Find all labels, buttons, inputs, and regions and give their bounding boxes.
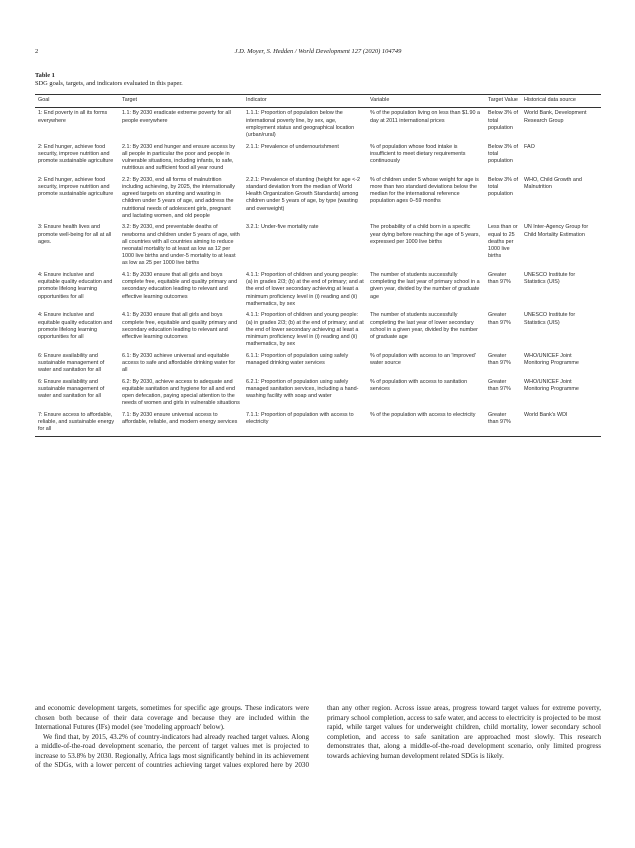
col-header-target: Target	[119, 95, 243, 108]
cell-target-value: Below 3% of total population	[488, 143, 518, 164]
body-text	[35, 704, 601, 771]
cell-source: WHO/UNICEF Joint Monitoring Programme	[524, 352, 579, 366]
cell-target: 1.1: By 2030 eradicate extreme poverty for all people everywhere	[122, 110, 231, 124]
cell-target-value: Greater than 97%	[485, 410, 521, 436]
cell-goal: 1: End poverty in all its forms everywhere	[38, 110, 108, 124]
cell-source: UNESCO Institute for Statistics (UIS)	[524, 271, 576, 286]
table-caption-block	[35, 72, 183, 88]
cell-goal: 2: End hunger, achieve food security, improve nutrition and promote sustainable agriculture	[38, 176, 114, 198]
table-row	[35, 108, 601, 142]
cell-source: WHO/UNICEF Joint Monitoring Programme	[524, 378, 579, 392]
cell-goal: 7: Ensure access to affordable, reliable, and sustainable energy for all	[35, 410, 119, 436]
cell-variable: % of population with access to sanitation services	[370, 378, 468, 392]
table-row	[35, 141, 601, 174]
cell-target: 6.2: By 2030, achieve access to adequate and equitable sanitation and hygiene for all and end open defecation, paying special attention to the needs of women and girls in vulnerable situations	[122, 378, 240, 407]
cell-target-value: Greater than 97%	[488, 271, 511, 286]
col-header-variable: Variable	[367, 95, 485, 108]
cell-goal: 2: End hunger, achieve food security, improve nutrition and promote sustainable agriculture	[38, 143, 114, 164]
table-row	[35, 351, 601, 377]
cell-source: UN Inter-Agency Group for Child Mortality Estimation	[524, 224, 589, 238]
cell-indicator: 7.1.1: Proportion of population with access to electricity	[243, 410, 367, 436]
cell-target-value: Less than or equal to 25 deaths per 1000 live births	[488, 224, 518, 260]
col-header-indicator: Indicator	[243, 95, 367, 108]
page-number: 2	[35, 48, 39, 55]
table-header-row	[35, 95, 601, 108]
cell-indicator: 3.2.1: Under-five mortality rate	[246, 224, 319, 231]
table-caption: SDG goals, targets, and indicators evaluated in this paper.	[35, 80, 183, 87]
cell-indicator: 4.1.1: Proportion of children and young people: (a) in grades 2/3; (b) at the end of primary; and at the end of lower secondary achieving at least a minimum proficiency level in (i) reading and (ii) mathematics, by sex	[246, 271, 364, 307]
cell-source: UNESCO Institute for Statistics (UIS)	[524, 312, 576, 326]
cell-indicator: 2.1.1: Prevalence of undernourishment	[246, 143, 339, 150]
cell-target: 6.1: By 2030 achieve universal and equitable access to safe and affordable drinking water for all	[122, 352, 236, 374]
cell-indicator: 6.2.1: Proportion of population using safely managed sanitation services, including a hand-washing facility with soap and water	[246, 378, 359, 400]
body-paragraph: We find that, by 2015, 43.2% of country-indicators had already reached target values. Along a middle-of-the-road development scenario, the percent of target values met is projected to increase to 53.8% by 2030. Regionally, Africa lags most significantly behind in its achievement of the SDGs, with a lower percent of countries achieving target values explored here by 2030 than any other region. Across issue areas, progress toward target values for extreme poverty, primary school completion, access to safe water, and access to electricity is projected to be most rapid, while target values for underweight children, child mortality, lower secondary school completion, and access to safe sanitation are approached most slowly. This research demonstrates that, along a middle-of-the-road development scenario, only limited progress towards achieving human development related SDGs is likely.	[35, 704, 601, 769]
cell-goal: 6: Ensure availability and sustainable management of water and sanitation for all	[38, 352, 105, 374]
cell-target: 7.1: By 2030 ensure universal access to affordable, reliable, and modern energy services	[119, 410, 243, 436]
cell-goal: 3: Ensure health lives and promote well-being for all at all ages.	[38, 224, 112, 245]
cell-target: 4.1: By 2030 ensure that all girls and boys complete free, equitable and quality primary and secondary education leading to relevant and effective learning outcomes	[122, 312, 238, 340]
cell-variable: % of children under 5 whose weight for age is more than two standard deviations below the median for the international reference population ages 0–59 months	[370, 176, 479, 205]
cell-target: 2.2: By 2030, end all forms of malnutrition including achieving, by 2025, the internationally agreed targets on stunting and wasting in children under 5 years of age, and address the nutritional needs of adolescent girls, pregnant and lactating women, and old people	[122, 176, 235, 219]
cell-variable: The number of students successfully completing the last year of primary school in a given year, divided by the number of graduate age	[370, 271, 480, 300]
table-label: Table 1	[35, 72, 55, 79]
cell-indicator: 1.1.1: Proportion of population below the international poverty line, by sex, age, employment status and geographical location (urban/rural)	[246, 110, 355, 138]
col-header-target-value: Target Value	[485, 95, 521, 108]
cell-goal: 6: Ensure availability and sustainable management of water and sanitation for all	[38, 378, 105, 400]
cell-indicator: 4.1.1: Proportion of children and young people: (a) in grades 2/3; (b) at the end of primary; and at the end of lower secondary achieving at least a minimum proficiency level in (i) reading and (ii) mathematics, by sex	[246, 312, 364, 348]
cell-target: 2.1: By 2030 end hunger and ensure access by all people in particular the poor and people in vulnerable situations, including infants, to safe, nutritious and sufficient food all year round	[122, 143, 235, 172]
cell-goal: 4: Ensure inclusive and equitable quality education and promote lifelong learning opportunities for all	[38, 312, 113, 340]
cell-target-value: Greater than 97%	[488, 352, 511, 366]
page-header	[35, 48, 601, 60]
cell-source: World Bank, Development Research Group	[524, 110, 587, 124]
cell-target-value: Below 3% of total population	[488, 176, 518, 198]
cell-indicator: 2.2.1: Prevalence of stunting (height for age <-2 standard deviation from the median of World Health Organization Growth Standards) among children under 5 years of age, by type (wasting and overweight)	[246, 176, 361, 212]
table-row	[35, 377, 601, 410]
cell-variable: The number of students successfully completing the last year of lower secondary school in a given year, divided by the number of graduate age	[370, 312, 478, 340]
table-row	[35, 270, 601, 310]
table-row	[35, 222, 601, 270]
cell-variable: % of the population with access to electricity	[367, 410, 485, 436]
col-header-data-source: Historical data source	[521, 95, 601, 108]
cell-variable: % of population with access to an 'improved' water source	[370, 352, 476, 366]
body-paragraph: and economic development targets, sometimes for specific age groups. These indicators were chosen both because of their data coverage and because they are included within the International Futures (IFs) model (see 'modeling approach' below).	[35, 704, 309, 731]
cell-target: 4.1: By 2030 ensure that all girls and boys complete free, equitable and quality primary and secondary education leading to relevant and effective learning outcomes	[122, 271, 238, 300]
running-head: J.D. Moyer, S. Hedden / World Development 127 (2020) 104749	[234, 48, 402, 55]
cell-source: World Bank's WDI	[521, 410, 601, 436]
cell-variable: The probability of a child born in a specific year dying before reaching the age of 5 years, expressed per 1000 live births	[370, 224, 480, 245]
cell-indicator: 6.1.1: Proportion of population using safely managed drinking water services	[246, 352, 349, 366]
cell-target-value: Greater than 97%	[488, 378, 511, 392]
cell-source: FAO	[524, 143, 535, 150]
table-row	[35, 310, 601, 350]
cell-variable: % of population whose food intake is insufficient to meet dietary requirements continuously	[370, 143, 466, 164]
cell-target-value: Below 3% of total population	[488, 110, 518, 131]
table-row	[35, 175, 601, 223]
cell-source: WHO, Child Growth and Malnutrition	[524, 176, 582, 190]
sdg-table	[35, 94, 601, 437]
cell-target-value: Greater than 97%	[488, 312, 511, 326]
cell-goal: 4: Ensure inclusive and equitable quality education and promote lifelong learning opportunities for all	[38, 271, 113, 300]
col-header-goal: Goal	[35, 95, 119, 108]
cell-variable: % of the population living on less than $1.90 a day at 2011 international prices	[370, 110, 480, 124]
table-row	[35, 410, 601, 436]
cell-target: 3.2: By 2030, end preventable deaths of newborns and children under 5 years of age, with all countries with all countries aiming to reduce neonatal mortality to at least as low as 12 per 1000 live births and under-5 mortality to at least as low as 25 per 1000 live births	[122, 224, 240, 267]
